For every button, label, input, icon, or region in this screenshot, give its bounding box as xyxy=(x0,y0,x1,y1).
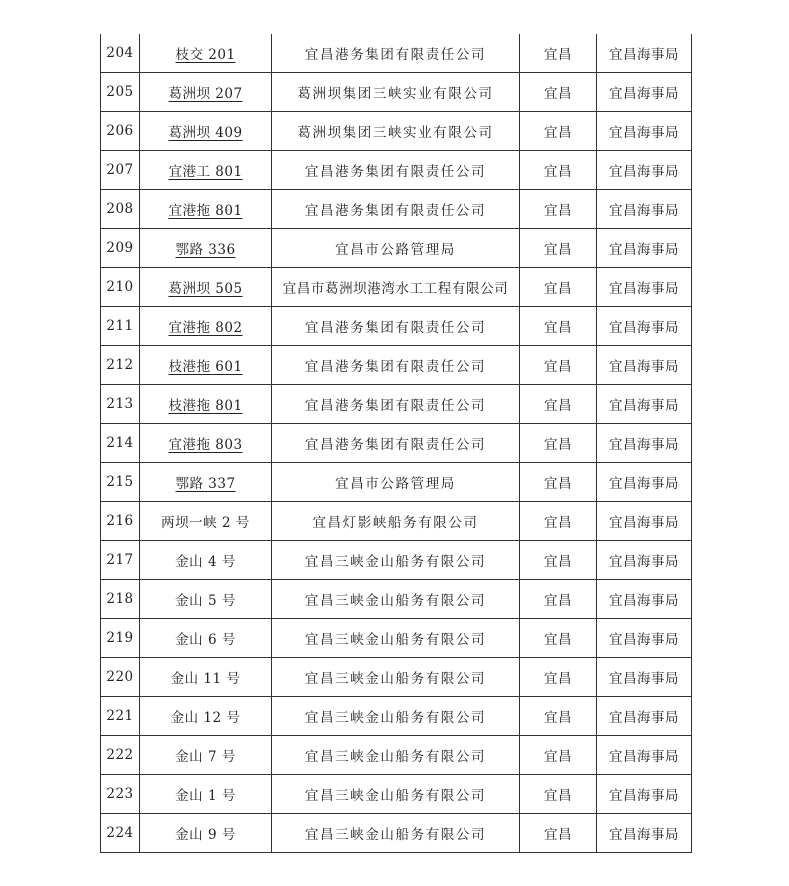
port-cell xyxy=(520,346,597,385)
company-name: 宜昌港务集团有限责任公司 xyxy=(304,398,487,414)
maritime-authority-cell xyxy=(597,658,692,697)
authority-name: 宜昌海事局 xyxy=(609,632,679,648)
row-number-cell xyxy=(101,73,140,112)
row-number-cell xyxy=(101,424,140,463)
table-row xyxy=(101,814,692,853)
port-name: 宜昌 xyxy=(544,710,572,726)
row-number: 221 xyxy=(106,708,134,724)
row-number: 215 xyxy=(106,474,134,490)
port-cell xyxy=(520,385,597,424)
ship-name: 鄂路 336 xyxy=(175,242,236,258)
company-name-cell xyxy=(272,541,520,580)
company-name-cell xyxy=(272,190,520,229)
ship-name: 两坝一峡 2 号 xyxy=(161,515,250,531)
row-number-cell xyxy=(101,697,140,736)
row-number-cell xyxy=(101,619,140,658)
maritime-authority-cell xyxy=(597,151,692,190)
ship-name-cell xyxy=(140,619,272,658)
port-cell xyxy=(520,424,597,463)
port-name: 宜昌 xyxy=(544,437,572,453)
port-name: 宜昌 xyxy=(544,476,572,492)
ship-name: 葛洲坝 409 xyxy=(168,125,243,141)
company-name-cell xyxy=(272,385,520,424)
company-name-cell xyxy=(272,268,520,307)
maritime-authority-cell xyxy=(597,580,692,619)
company-name: 宜昌港务集团有限责任公司 xyxy=(304,47,487,63)
company-name-cell xyxy=(272,580,520,619)
row-number-cell xyxy=(101,775,140,814)
row-number: 210 xyxy=(106,279,134,295)
authority-name: 宜昌海事局 xyxy=(609,827,679,843)
port-name: 宜昌 xyxy=(544,125,572,141)
table-row xyxy=(101,346,692,385)
company-name-cell xyxy=(272,814,520,853)
table-row xyxy=(101,190,692,229)
row-number: 224 xyxy=(106,825,134,841)
authority-name: 宜昌海事局 xyxy=(609,359,679,375)
port-cell xyxy=(520,190,597,229)
table-row xyxy=(101,658,692,697)
port-cell xyxy=(520,775,597,814)
row-number-cell xyxy=(101,190,140,229)
port-cell xyxy=(520,658,597,697)
row-number-cell xyxy=(101,736,140,775)
authority-name: 宜昌海事局 xyxy=(609,788,679,804)
row-number: 212 xyxy=(106,357,134,373)
company-name: 宜昌三峡金山船务有限公司 xyxy=(304,554,487,570)
maritime-authority-cell xyxy=(597,34,692,73)
port-cell xyxy=(520,619,597,658)
row-number: 204 xyxy=(106,45,134,61)
company-name: 宜昌市公路管理局 xyxy=(335,476,456,492)
table-body xyxy=(101,34,692,853)
authority-name: 宜昌海事局 xyxy=(609,710,679,726)
ship-name: 枝港拖 601 xyxy=(168,359,243,375)
ship-name-cell xyxy=(140,268,272,307)
row-number-cell xyxy=(101,502,140,541)
maritime-authority-cell xyxy=(597,814,692,853)
authority-name: 宜昌海事局 xyxy=(609,125,679,141)
company-name-cell xyxy=(272,502,520,541)
authority-name: 宜昌海事局 xyxy=(609,203,679,219)
port-name: 宜昌 xyxy=(544,164,572,180)
ship-name: 金山 12 号 xyxy=(170,710,241,726)
company-name-cell xyxy=(272,307,520,346)
authority-name: 宜昌海事局 xyxy=(609,437,679,453)
company-name: 宜昌港务集团有限责任公司 xyxy=(304,320,487,336)
ship-name-cell xyxy=(140,502,272,541)
maritime-authority-cell xyxy=(597,229,692,268)
company-name: 宜昌市葛洲坝港湾水工工程有限公司 xyxy=(282,281,509,297)
port-name: 宜昌 xyxy=(544,203,572,219)
port-name: 宜昌 xyxy=(544,242,572,258)
row-number: 219 xyxy=(106,630,134,646)
ship-name: 葛洲坝 207 xyxy=(168,86,243,102)
table-row xyxy=(101,385,692,424)
row-number: 216 xyxy=(106,513,134,529)
company-name-cell xyxy=(272,736,520,775)
port-cell xyxy=(520,73,597,112)
table-row xyxy=(101,580,692,619)
port-name: 宜昌 xyxy=(544,47,572,63)
ship-name: 宜港拖 802 xyxy=(168,320,243,336)
authority-name: 宜昌海事局 xyxy=(609,515,679,531)
company-name: 宜昌港务集团有限责任公司 xyxy=(304,359,487,375)
ship-name: 葛洲坝 505 xyxy=(168,281,243,297)
row-number: 223 xyxy=(106,786,134,802)
company-name: 宜昌三峡金山船务有限公司 xyxy=(304,749,487,765)
company-name: 葛洲坝集团三峡实业有限公司 xyxy=(297,86,494,102)
authority-name: 宜昌海事局 xyxy=(609,242,679,258)
port-name: 宜昌 xyxy=(544,827,572,843)
authority-name: 宜昌海事局 xyxy=(609,593,679,609)
row-number-cell xyxy=(101,541,140,580)
table-row xyxy=(101,502,692,541)
maritime-authority-cell xyxy=(597,190,692,229)
company-name: 宜昌三峡金山船务有限公司 xyxy=(304,710,487,726)
company-name-cell xyxy=(272,697,520,736)
company-name: 宜昌三峡金山船务有限公司 xyxy=(304,671,487,687)
row-number: 213 xyxy=(106,396,134,412)
port-cell xyxy=(520,541,597,580)
company-name-cell xyxy=(272,151,520,190)
company-name: 宜昌三峡金山船务有限公司 xyxy=(304,593,487,609)
table-row xyxy=(101,619,692,658)
company-name: 宜昌三峡金山船务有限公司 xyxy=(304,827,487,843)
authority-name: 宜昌海事局 xyxy=(609,281,679,297)
company-name-cell xyxy=(272,229,520,268)
ship-name: 金山 6 号 xyxy=(175,632,236,648)
ship-name-cell xyxy=(140,463,272,502)
port-cell xyxy=(520,580,597,619)
maritime-authority-cell xyxy=(597,697,692,736)
ship-name: 宜港拖 803 xyxy=(168,437,243,453)
maritime-authority-cell xyxy=(597,502,692,541)
authority-name: 宜昌海事局 xyxy=(609,476,679,492)
row-number: 214 xyxy=(106,435,134,451)
row-number-cell xyxy=(101,268,140,307)
row-number-cell xyxy=(101,658,140,697)
table-row xyxy=(101,229,692,268)
maritime-authority-cell xyxy=(597,736,692,775)
ship-name-cell xyxy=(140,151,272,190)
port-name: 宜昌 xyxy=(544,554,572,570)
ship-name: 金山 11 号 xyxy=(170,671,241,687)
ship-name: 金山 7 号 xyxy=(175,749,236,765)
maritime-authority-cell xyxy=(597,73,692,112)
table-row xyxy=(101,775,692,814)
table-row xyxy=(101,307,692,346)
row-number-cell xyxy=(101,385,140,424)
row-number-cell xyxy=(101,814,140,853)
company-name-cell xyxy=(272,463,520,502)
maritime-authority-cell xyxy=(597,307,692,346)
row-number: 205 xyxy=(106,84,134,100)
company-name: 宜昌港务集团有限责任公司 xyxy=(304,437,487,453)
maritime-authority-cell xyxy=(597,619,692,658)
row-number: 209 xyxy=(106,240,134,256)
ship-name-cell xyxy=(140,229,272,268)
ship-name: 金山 4 号 xyxy=(175,554,236,570)
port-name: 宜昌 xyxy=(544,749,572,765)
authority-name: 宜昌海事局 xyxy=(609,554,679,570)
company-name-cell xyxy=(272,658,520,697)
ship-name-cell xyxy=(140,775,272,814)
port-name: 宜昌 xyxy=(544,320,572,336)
maritime-authority-cell xyxy=(597,385,692,424)
port-cell xyxy=(520,34,597,73)
port-cell xyxy=(520,112,597,151)
ship-name: 金山 9 号 xyxy=(175,827,236,843)
port-cell xyxy=(520,151,597,190)
row-number: 206 xyxy=(106,123,134,139)
company-name-cell xyxy=(272,34,520,73)
row-number-cell xyxy=(101,112,140,151)
table-row xyxy=(101,112,692,151)
ship-name: 金山 1 号 xyxy=(175,788,236,804)
company-name: 宜昌灯影峡船务有限公司 xyxy=(312,515,479,531)
company-name: 葛洲坝集团三峡实业有限公司 xyxy=(297,125,494,141)
port-name: 宜昌 xyxy=(544,671,572,687)
ship-name: 枝港拖 801 xyxy=(168,398,243,414)
maritime-authority-cell xyxy=(597,268,692,307)
company-name-cell xyxy=(272,619,520,658)
port-name: 宜昌 xyxy=(544,515,572,531)
table-row xyxy=(101,697,692,736)
ship-name: 枝交 201 xyxy=(175,47,236,63)
port-name: 宜昌 xyxy=(544,593,572,609)
ship-name-cell xyxy=(140,307,272,346)
row-number-cell xyxy=(101,307,140,346)
authority-name: 宜昌海事局 xyxy=(609,164,679,180)
company-name: 宜昌市公路管理局 xyxy=(335,242,456,258)
port-name: 宜昌 xyxy=(544,398,572,414)
port-cell xyxy=(520,736,597,775)
maritime-authority-cell xyxy=(597,541,692,580)
row-number-cell xyxy=(101,463,140,502)
ship-name-cell xyxy=(140,736,272,775)
company-name-cell xyxy=(272,112,520,151)
row-number: 218 xyxy=(106,591,134,607)
row-number: 211 xyxy=(106,318,134,334)
port-name: 宜昌 xyxy=(544,359,572,375)
port-cell xyxy=(520,307,597,346)
ship-name-cell xyxy=(140,190,272,229)
port-cell xyxy=(520,502,597,541)
port-name: 宜昌 xyxy=(544,788,572,804)
table-row xyxy=(101,736,692,775)
port-name: 宜昌 xyxy=(544,281,572,297)
ship-name: 鄂路 337 xyxy=(175,476,236,492)
row-number-cell xyxy=(101,346,140,385)
ship-name: 宜港工 801 xyxy=(168,164,243,180)
table-row xyxy=(101,73,692,112)
ship-name: 宜港拖 801 xyxy=(168,203,243,219)
row-number: 207 xyxy=(106,162,134,178)
row-number: 222 xyxy=(106,747,134,763)
port-cell xyxy=(520,697,597,736)
ship-name-cell xyxy=(140,541,272,580)
maritime-authority-cell xyxy=(597,112,692,151)
company-name-cell xyxy=(272,775,520,814)
row-number-cell xyxy=(101,151,140,190)
authority-name: 宜昌海事局 xyxy=(609,671,679,687)
port-cell xyxy=(520,229,597,268)
ship-name-cell xyxy=(140,34,272,73)
row-number: 208 xyxy=(106,201,134,217)
ship-registry-table xyxy=(100,34,692,853)
port-cell xyxy=(520,463,597,502)
authority-name: 宜昌海事局 xyxy=(609,749,679,765)
port-name: 宜昌 xyxy=(544,632,572,648)
company-name: 宜昌三峡金山船务有限公司 xyxy=(304,632,487,648)
company-name: 宜昌港务集团有限责任公司 xyxy=(304,164,487,180)
ship-name-cell xyxy=(140,814,272,853)
company-name: 宜昌三峡金山船务有限公司 xyxy=(304,788,487,804)
maritime-authority-cell xyxy=(597,424,692,463)
company-name-cell xyxy=(272,73,520,112)
company-name-cell xyxy=(272,346,520,385)
table-row xyxy=(101,463,692,502)
authority-name: 宜昌海事局 xyxy=(609,398,679,414)
ship-name-cell xyxy=(140,73,272,112)
table-row xyxy=(101,34,692,73)
row-number-cell xyxy=(101,229,140,268)
ship-name-cell xyxy=(140,112,272,151)
ship-name: 金山 5 号 xyxy=(175,593,236,609)
maritime-authority-cell xyxy=(597,346,692,385)
company-name: 宜昌港务集团有限责任公司 xyxy=(304,203,487,219)
authority-name: 宜昌海事局 xyxy=(609,47,679,63)
maritime-authority-cell xyxy=(597,463,692,502)
ship-name-cell xyxy=(140,424,272,463)
company-name-cell xyxy=(272,424,520,463)
maritime-authority-cell xyxy=(597,775,692,814)
row-number: 220 xyxy=(106,669,134,685)
port-name: 宜昌 xyxy=(544,86,572,102)
port-cell xyxy=(520,268,597,307)
table-row xyxy=(101,424,692,463)
ship-name-cell xyxy=(140,346,272,385)
table-row xyxy=(101,541,692,580)
row-number-cell xyxy=(101,34,140,73)
authority-name: 宜昌海事局 xyxy=(609,86,679,102)
table-row xyxy=(101,151,692,190)
row-number-cell xyxy=(101,580,140,619)
table-row xyxy=(101,268,692,307)
ship-name-cell xyxy=(140,658,272,697)
ship-name-cell xyxy=(140,580,272,619)
ship-name-cell xyxy=(140,697,272,736)
authority-name: 宜昌海事局 xyxy=(609,320,679,336)
row-number: 217 xyxy=(106,552,134,568)
ship-name-cell xyxy=(140,385,272,424)
port-cell xyxy=(520,814,597,853)
